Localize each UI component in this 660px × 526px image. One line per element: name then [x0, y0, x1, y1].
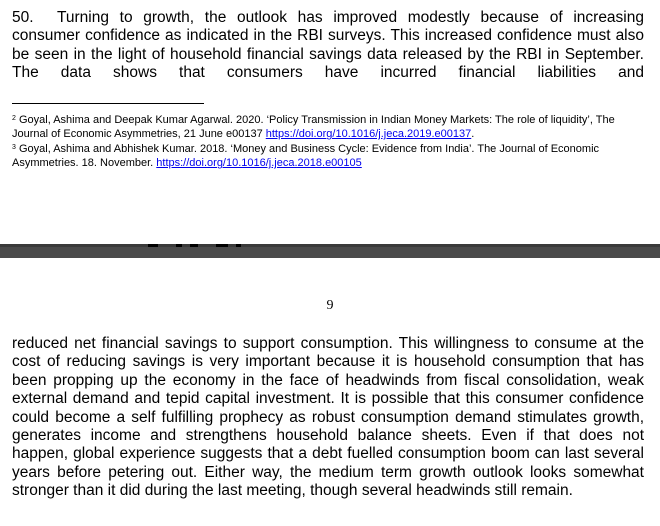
page-break-gap [0, 244, 660, 258]
page-edge-artifact [190, 244, 198, 247]
page-edge-artifact [236, 244, 241, 247]
footnote-marker: 3 [12, 143, 16, 151]
footnote-doi-link[interactable]: https://doi.org/10.1016/j.jeca.2018.e00105 [156, 157, 362, 170]
footnote-marker: 2 [12, 115, 16, 122]
paragraph-text: Turning to growth, the outlook has improved modestly because of increasing consumer confidence as indicated in the RBI surveys. This increased confidence must also be seen in the light of household financial savings data released by the RBI in September. The data shows that consumers have incurred financial liabilities and [12, 9, 644, 82]
page-edge-artifact [176, 244, 182, 247]
footnote-text: Goyal, Ashima and Abhishek Kumar. 2018. ‘Money and Business Cycle: Evidence from India’. The Journal of Economic Asymmetries. 18. November. [12, 142, 600, 170]
paragraph-50 [12, 9, 644, 83]
paragraph-continued: reduced net financial savings to support consumption. This willingness to consume at the cost of reducing savings is very important because it is household consumption that has been propping up the economy in the face of headwinds from fiscal consolidation, weak external demand and tepid capital investment. It is possible that this consumer confidence could become a self fulfilling prophecy as robust consumption demand stimulates growth, generates income and strengthens household balance sheets. Even if that does not happen, global experience suggests that a debt fuelled consumption boom can last several years before petering out. Either way, the medium term growth outlook looks somewhat stronger than it did during the last meeting, though several headwinds still remain. [12, 335, 644, 500]
footnote-3 [12, 142, 642, 171]
footnote-text: Goyal, Ashima and Deepak Kumar Agarwal. 2020. ‘Policy Transmission in Indian Money Markets: The role of liquidity’, The Journal of Economic Asymmetries, 21 June e00137 [12, 114, 615, 141]
footnotes [12, 113, 642, 171]
page-edge-artifact [148, 244, 158, 247]
paragraph-number: 50. [12, 9, 34, 26]
page-edge-artifact [216, 244, 228, 247]
footnote-separator [12, 103, 204, 104]
footnote-doi-link[interactable]: https://doi.org/10.1016/j.jeca.2019.e00137 [265, 128, 472, 141]
page-number: 9 [326, 298, 334, 313]
footnote-2 [12, 113, 642, 142]
footnote-trailing: . [471, 128, 475, 141]
page-edge-shadow [0, 244, 660, 247]
